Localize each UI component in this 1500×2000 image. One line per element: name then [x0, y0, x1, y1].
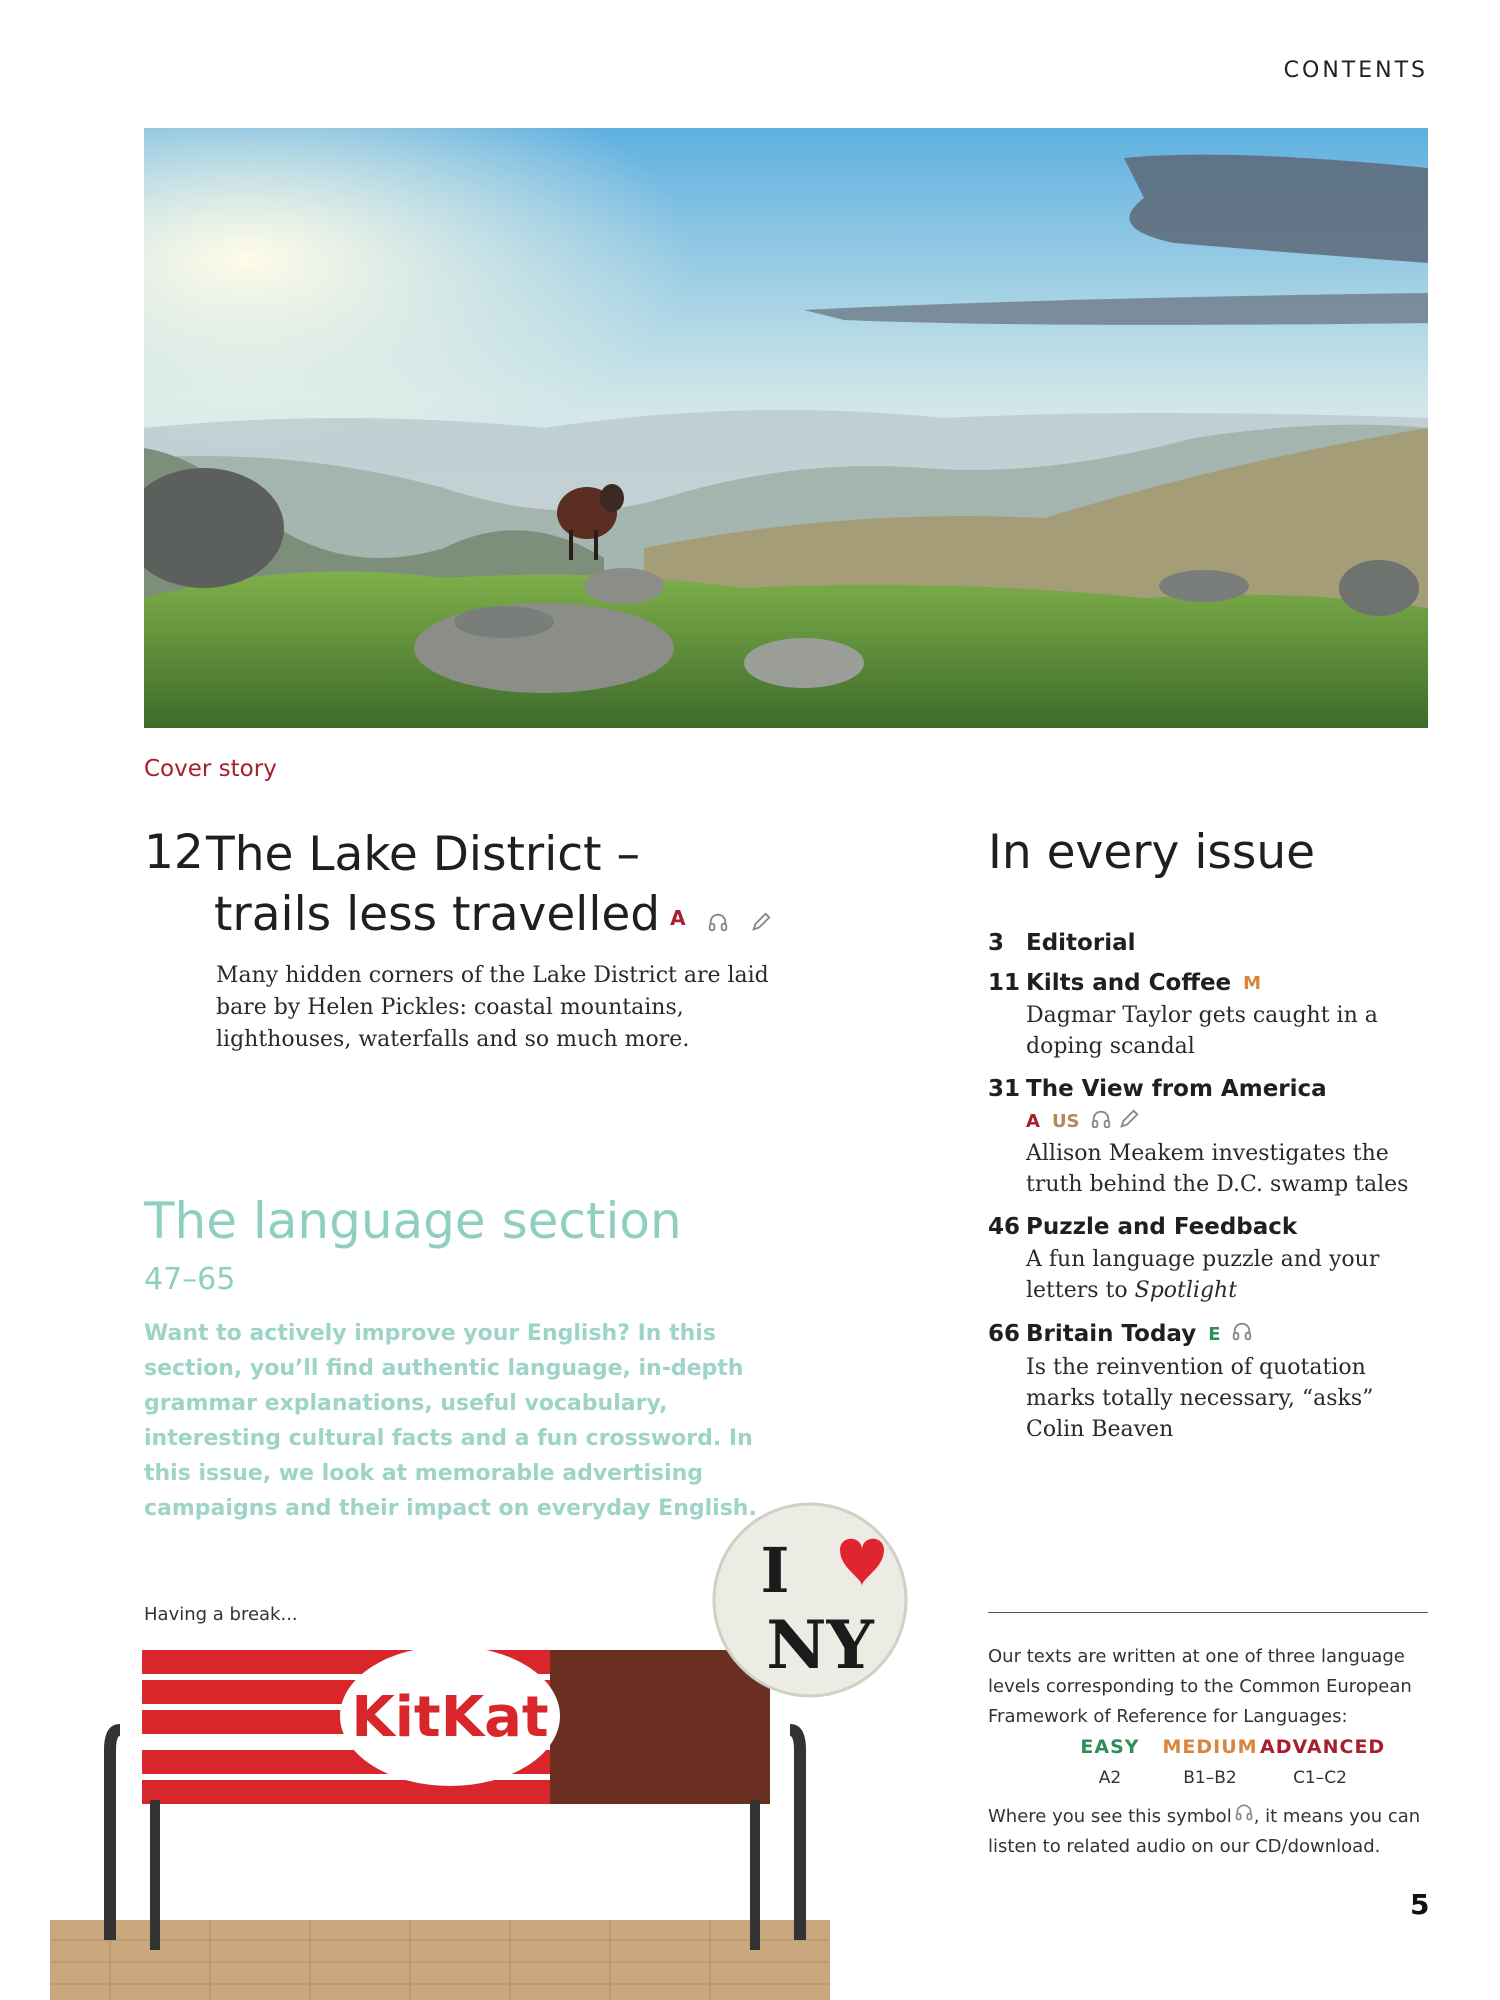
in-every-issue-title: In every issue — [988, 825, 1316, 880]
toc-title: Puzzle and Feedback — [1026, 1214, 1298, 1240]
feature-title-line2: trails less travelled — [214, 887, 661, 942]
badge-ny: NY — [766, 1606, 874, 1684]
list-item[interactable] — [988, 970, 1428, 1062]
level-ranges — [1060, 1768, 1380, 1788]
feature-page-number: 12 — [144, 825, 204, 880]
headphones-icon — [1231, 1320, 1253, 1348]
level-badge-medium: M — [1243, 972, 1262, 994]
toc-page-number: 46 — [988, 1214, 1021, 1240]
feature-title[interactable] — [206, 825, 826, 948]
language-section-title[interactable]: The language section — [144, 1192, 682, 1250]
list-item[interactable] — [988, 1214, 1428, 1306]
toc-title: The View from America — [1026, 1076, 1327, 1102]
list-item[interactable] — [988, 1320, 1428, 1445]
bench-photo — [50, 1500, 910, 2000]
issue-list — [988, 930, 1428, 1459]
feature-title-line1: The Lake District – — [206, 827, 640, 882]
language-section-description: Want to actively improve your English? In this section, you’ll find authentic language, in-depth grammar explanations, useful vocabulary, interesting cultural facts and a fun crossword. In this issue, we look at memorable advertising campaigns and their impact on everyday English. — [144, 1321, 757, 1521]
toc-description: Allison Meakem investigates the truth behind the D.C. swamp tales — [1026, 1141, 1409, 1197]
level-badge-easy: E — [1208, 1323, 1221, 1345]
level-easy-label: EASY — [1080, 1736, 1140, 1758]
list-item[interactable] — [988, 930, 1428, 956]
toc-page-number: 66 — [988, 1321, 1021, 1347]
pencil-icon — [1118, 1108, 1140, 1134]
toc-description-text: A fun language puzzle and your letters to — [1026, 1247, 1380, 1303]
language-section-pages: 47–65 — [144, 1262, 236, 1297]
audio-note-prefix: Where you see this symbol — [988, 1806, 1232, 1827]
levels-intro: Our texts are written at one of three language levels corresponding to the Common European Framework of Reference for Languages: — [988, 1646, 1412, 1727]
headphones-icon — [1090, 1108, 1112, 1134]
toc-description: Is the reinvention of quotation marks totally necessary, “asks” Colin Beaven — [1026, 1355, 1374, 1442]
list-item[interactable] — [988, 1076, 1428, 1200]
level-badge-advanced: A — [1026, 1110, 1040, 1132]
page-number: 5 — [1410, 1888, 1430, 1921]
toc-description — [988, 1244, 1428, 1306]
toc-title: Kilts and Coffee — [1026, 970, 1232, 996]
toc-description: Dagmar Taylor gets caught in a doping scandal — [1026, 1003, 1378, 1059]
headphones-icon — [707, 888, 729, 948]
toc-page-number: 3 — [988, 930, 1005, 956]
level-legend — [1060, 1736, 1386, 1758]
headphones-icon — [1234, 1802, 1254, 1832]
toc-page-number: 11 — [988, 970, 1021, 996]
audio-note — [988, 1802, 1428, 1862]
audio-note-suffix: , it means you can listen to related audio on our CD/download. — [988, 1806, 1421, 1857]
level-badge-advanced: A — [670, 905, 686, 930]
toc-title: Editorial — [1026, 930, 1136, 956]
level-easy-range: A2 — [1098, 1768, 1122, 1788]
region-badge: US — [1051, 1110, 1080, 1132]
toc-page-number: 31 — [988, 1076, 1021, 1102]
pencil-icon — [750, 888, 772, 948]
level-medium-range: B1–B2 — [1183, 1768, 1237, 1788]
section-label: CONTENTS — [1283, 58, 1428, 83]
lake-district-photo — [144, 128, 1428, 728]
feature-description: Many hidden corners of the Lake District are laid bare by Helen Pickles: coastal mountains, lighthouses, waterfalls and so much more. — [216, 963, 769, 1052]
level-medium-label: MEDIUM — [1162, 1736, 1258, 1758]
level-advanced-range: C1–C2 — [1293, 1768, 1347, 1788]
toc-title: Britain Today — [1026, 1321, 1197, 1347]
photo-caption: Having a break... — [144, 1604, 298, 1625]
cover-story-label: Cover story — [144, 756, 277, 782]
divider — [988, 1612, 1428, 1613]
magazine-name: Spotlight — [1134, 1278, 1238, 1303]
badge-i: I — [760, 1534, 790, 1607]
level-advanced-label: ADVANCED — [1260, 1736, 1386, 1758]
kitkat-logo: KitKat — [351, 1685, 549, 1750]
